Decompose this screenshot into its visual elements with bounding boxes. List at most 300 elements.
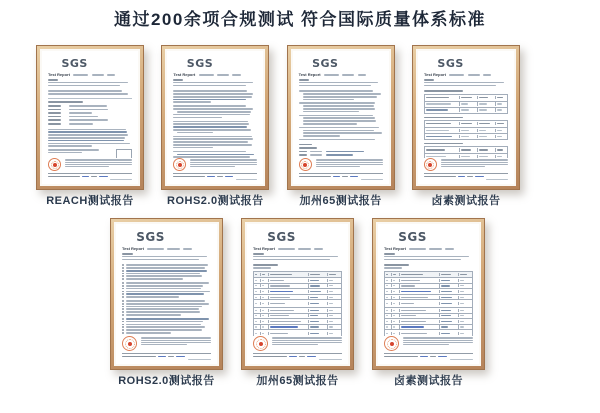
text-line [48, 79, 58, 81]
text-line [303, 132, 383, 134]
text-line [424, 79, 434, 81]
table-row [385, 329, 472, 336]
text-line [262, 274, 265, 275]
text-line [126, 321, 203, 323]
text-line [310, 285, 320, 286]
table-row [254, 299, 341, 307]
text-line [262, 326, 264, 327]
key-value-row [48, 119, 132, 121]
report-subheader [122, 253, 211, 261]
report-header [253, 247, 342, 251]
text-line [255, 297, 257, 298]
text-line [310, 274, 320, 275]
text-line [497, 156, 502, 157]
text-line [173, 144, 252, 146]
text-line [299, 356, 305, 357]
table-header-cell [425, 96, 459, 99]
text-line [48, 90, 122, 92]
certificate-paper [116, 224, 217, 364]
text-line [393, 297, 395, 298]
text-line [48, 152, 82, 154]
text-line [329, 333, 333, 334]
table-header-cell [495, 148, 506, 151]
table-cell [439, 284, 458, 287]
text-line [329, 315, 333, 316]
text-line [401, 303, 414, 304]
table-cell [399, 290, 439, 293]
table-cell [260, 296, 268, 299]
text-line [426, 97, 449, 98]
text-line [126, 311, 200, 313]
table-cell [458, 314, 472, 317]
text-line [173, 99, 246, 101]
text-line [384, 253, 395, 255]
table-cell [458, 309, 472, 312]
text-line [122, 253, 133, 255]
text-line [424, 85, 496, 87]
text-line [401, 333, 427, 334]
text-line [393, 303, 395, 304]
text-line [460, 291, 464, 292]
text-line [122, 270, 124, 272]
table-header-cell [425, 122, 459, 125]
text-line [183, 248, 192, 250]
table-cell [458, 320, 472, 323]
certificate-paper [418, 51, 514, 184]
text-line [173, 96, 252, 98]
text-line [393, 333, 395, 334]
table-cell [458, 284, 472, 287]
footer-disclaimer [190, 158, 257, 167]
text-line [479, 149, 488, 150]
text-line [393, 321, 395, 322]
text-line [122, 282, 124, 284]
text-line [122, 275, 124, 277]
text-line [475, 176, 483, 177]
text-line [429, 248, 441, 250]
checkbox-box [116, 149, 132, 158]
table-cell [327, 302, 341, 305]
report-subheader [48, 79, 132, 87]
footer-disclaimer [141, 336, 211, 345]
table-cell [458, 290, 472, 293]
certificates-banner [0, 10, 600, 413]
numbered-text-row [122, 300, 211, 302]
table-cell [399, 320, 439, 323]
text-line [262, 333, 264, 334]
table-cell [260, 332, 268, 335]
text-line [461, 97, 472, 98]
footer-disclaimer [441, 158, 508, 167]
table-cell [477, 135, 495, 138]
table-header-cell [495, 96, 506, 99]
table-cell [495, 135, 506, 138]
text-line [468, 74, 480, 76]
certificate-paper [247, 224, 348, 364]
table-row [385, 318, 472, 324]
report-body [122, 264, 211, 336]
text-line [384, 256, 469, 258]
divider-line [48, 98, 132, 99]
text-line [350, 176, 358, 177]
text-line [403, 344, 449, 345]
numbered-text-row [122, 318, 211, 320]
table-cell [327, 279, 341, 282]
text-line [426, 149, 445, 150]
table-cell [439, 290, 458, 293]
table-cell [391, 290, 399, 293]
text-line [255, 310, 257, 311]
text-line [401, 315, 416, 316]
text-line [329, 321, 333, 322]
text-line [426, 156, 446, 157]
text-line [225, 176, 233, 177]
table-row [254, 288, 341, 294]
table-cell [391, 309, 399, 312]
text-line [99, 176, 107, 177]
certificate-paper [378, 224, 479, 364]
text-line [386, 291, 388, 292]
numbered-text-row [122, 303, 211, 305]
text-line [122, 314, 124, 316]
text-line [272, 342, 342, 343]
table-cell [327, 290, 341, 293]
text-line [441, 274, 451, 275]
footer-disclaimer [65, 158, 132, 167]
text-line [393, 291, 395, 292]
text-line [255, 285, 257, 286]
text-line [48, 112, 61, 114]
footer-address-bar [173, 173, 257, 177]
text-line [386, 280, 388, 281]
text-line [424, 82, 504, 84]
text-line [270, 274, 292, 275]
text-line [329, 274, 336, 275]
text-line [255, 326, 257, 327]
text-line [126, 288, 201, 290]
table-header-cell [477, 148, 495, 151]
text-line [497, 136, 501, 137]
key-value-row [48, 116, 132, 118]
text-line [173, 93, 253, 95]
numbered-text-row [122, 293, 211, 295]
text-line [122, 318, 124, 320]
text-line [329, 280, 333, 281]
text-line [303, 108, 375, 110]
table-row [254, 294, 341, 300]
text-line [384, 264, 409, 266]
text-line [126, 332, 171, 334]
numbered-text-row [122, 285, 211, 287]
numbered-text-row [122, 275, 211, 277]
footer-main [173, 158, 257, 171]
sgs-stamp-icon [122, 336, 137, 351]
report-body [253, 264, 342, 336]
text-line [460, 310, 464, 311]
table-row [254, 324, 341, 330]
table-row [385, 283, 472, 289]
text-line [460, 303, 464, 304]
key-value-row [48, 105, 132, 107]
text-line [420, 356, 428, 357]
text-line [401, 285, 415, 286]
text-line [460, 297, 464, 298]
sgs-stamp-icon [299, 158, 312, 171]
text-line [122, 273, 124, 275]
text-line [255, 291, 257, 292]
report-header [122, 247, 211, 251]
report-header [48, 73, 132, 77]
mini-table [424, 146, 508, 159]
text-line [461, 109, 469, 110]
text-line [270, 303, 285, 304]
footer-member-line [424, 179, 508, 180]
footer-main [48, 158, 132, 171]
footer-disclaimer [272, 336, 342, 345]
table-cell [308, 309, 327, 312]
report-subheader [253, 253, 342, 261]
table-header-cell [391, 273, 399, 276]
text-line [48, 149, 99, 151]
table-cell [459, 129, 477, 132]
text-line [173, 90, 246, 92]
table-cell [459, 135, 477, 138]
table-cell [268, 279, 308, 282]
text-line [424, 90, 463, 92]
text-line [310, 151, 322, 153]
text-line [441, 164, 508, 165]
certificate-frame [412, 45, 520, 190]
table-cell [327, 332, 341, 335]
sgs-logo: SGS [186, 57, 214, 70]
table-cell [308, 325, 327, 328]
text-line [458, 176, 466, 177]
text-line [393, 310, 395, 311]
text-line [270, 333, 288, 334]
text-line [333, 176, 341, 177]
text-line [461, 136, 468, 137]
certificate-caption: ROHS2.0测试报告 [118, 375, 215, 387]
text-line [310, 315, 319, 316]
table-header-cell [425, 148, 459, 151]
certificate-mat [376, 222, 481, 366]
certificate-caption: ROHS2.0测试报告 [167, 195, 264, 207]
text-line [48, 129, 126, 131]
text-line [393, 326, 395, 327]
text-line [272, 344, 318, 345]
text-line [270, 291, 294, 292]
text-line [401, 274, 423, 275]
text-line [401, 326, 424, 327]
text-line [310, 280, 319, 281]
stamp-center-dot [178, 163, 182, 167]
text-line [386, 274, 388, 275]
text-line [386, 297, 388, 298]
key-value-row [299, 154, 383, 156]
certificate-frame [110, 218, 223, 370]
text-line [401, 280, 420, 281]
text-line [310, 321, 319, 322]
report-body [299, 90, 383, 158]
text-line [497, 130, 502, 131]
text-line [299, 144, 312, 146]
text-line [316, 166, 360, 167]
text-line [497, 149, 503, 150]
text-line [445, 248, 454, 250]
text-line [188, 359, 211, 360]
text-line [253, 264, 278, 266]
text-line [461, 130, 468, 131]
report-body [48, 90, 132, 158]
text-line [270, 310, 294, 311]
text-line [460, 333, 464, 334]
certificate-ca65-bottom [241, 218, 354, 388]
text-line [299, 102, 375, 104]
text-line [303, 123, 358, 125]
text-line [65, 166, 109, 167]
table-cell [399, 284, 439, 287]
text-line [329, 303, 333, 304]
text-line [307, 356, 316, 357]
key-value-row [299, 151, 383, 153]
text-line [441, 162, 508, 163]
stamp-center-dot [53, 163, 57, 167]
table-row [385, 277, 472, 283]
text-line [299, 154, 307, 156]
text-line [122, 256, 207, 258]
table-cell [308, 284, 327, 287]
text-line [326, 151, 364, 153]
table-cell [308, 296, 327, 299]
mini-table [424, 94, 508, 114]
text-line [126, 282, 209, 284]
text-line [299, 115, 374, 117]
text-line [479, 103, 487, 104]
text-line [486, 179, 508, 180]
table-row [425, 133, 507, 139]
text-line [190, 164, 257, 165]
key-value-row [48, 112, 132, 114]
text-line [329, 297, 333, 298]
table-cell [439, 279, 458, 282]
sgs-logo: SGS [398, 230, 427, 244]
text-line [497, 123, 504, 124]
text-line [479, 109, 486, 110]
text-line [126, 306, 202, 308]
report-title: Test Report [384, 246, 406, 251]
report-footer [424, 158, 508, 180]
certificate-mat [165, 49, 265, 186]
text-line [126, 267, 205, 269]
text-line [255, 315, 257, 316]
certificates-row-top [36, 45, 520, 208]
certificate-rohs-top [161, 45, 269, 208]
report-subheader [299, 79, 383, 87]
text-line [69, 105, 107, 107]
text-line [386, 333, 388, 334]
stamp-center-dot [390, 342, 394, 346]
text-line [497, 109, 501, 110]
text-line [126, 314, 181, 316]
table-cell [391, 279, 399, 282]
text-line [441, 333, 450, 334]
text-line [310, 154, 322, 156]
table-header-cell [459, 96, 477, 99]
table-row [385, 288, 472, 294]
text-line [299, 127, 379, 129]
footer-main [424, 158, 508, 171]
text-line [48, 134, 128, 136]
text-line [278, 248, 294, 250]
text-line [386, 310, 388, 311]
certificate-paper [167, 51, 263, 184]
numbered-text-row [122, 326, 211, 328]
text-line [386, 285, 388, 286]
text-line [393, 274, 396, 275]
table-cell [391, 296, 399, 299]
text-line [299, 139, 375, 141]
footer-member-line [299, 179, 383, 180]
table-cell [495, 108, 506, 111]
text-line [461, 123, 471, 124]
text-line [460, 280, 464, 281]
table-row [385, 313, 472, 319]
certificate-caption: 加州65测试报告 [299, 195, 382, 207]
text-line [299, 151, 307, 153]
report-footer [173, 158, 257, 180]
text-line [126, 303, 209, 305]
text-line [401, 310, 426, 311]
text-line [262, 310, 264, 311]
text-line [48, 119, 61, 121]
text-line [270, 321, 301, 322]
text-line [122, 332, 124, 334]
text-line [319, 359, 342, 360]
footer-member-line [253, 359, 342, 360]
table-cell [308, 314, 327, 317]
text-line [173, 123, 249, 125]
table-cell [399, 302, 439, 305]
text-line [342, 74, 354, 76]
text-line [126, 308, 199, 310]
table-cell [268, 296, 308, 299]
text-line [461, 156, 470, 157]
footer-member-line [122, 359, 211, 360]
text-line [449, 74, 464, 76]
text-line [122, 296, 124, 298]
text-line [82, 176, 90, 177]
text-line [177, 154, 254, 156]
text-line [303, 93, 381, 95]
text-line [141, 344, 187, 345]
table-header-cell [459, 148, 477, 151]
text-line [329, 285, 333, 286]
sgs-logo: SGS [437, 57, 464, 70]
text-line [460, 285, 464, 286]
text-line [303, 99, 354, 101]
text-line [262, 280, 264, 281]
report-header [384, 247, 473, 251]
footer-member-line [48, 179, 132, 180]
table-row [385, 299, 472, 307]
text-line [122, 278, 124, 280]
text-line [497, 97, 502, 98]
table-cell [439, 325, 458, 328]
mini-table [424, 120, 508, 140]
sgs-logo: SGS [312, 57, 339, 70]
table-cell [327, 309, 341, 312]
report-body [384, 264, 473, 336]
